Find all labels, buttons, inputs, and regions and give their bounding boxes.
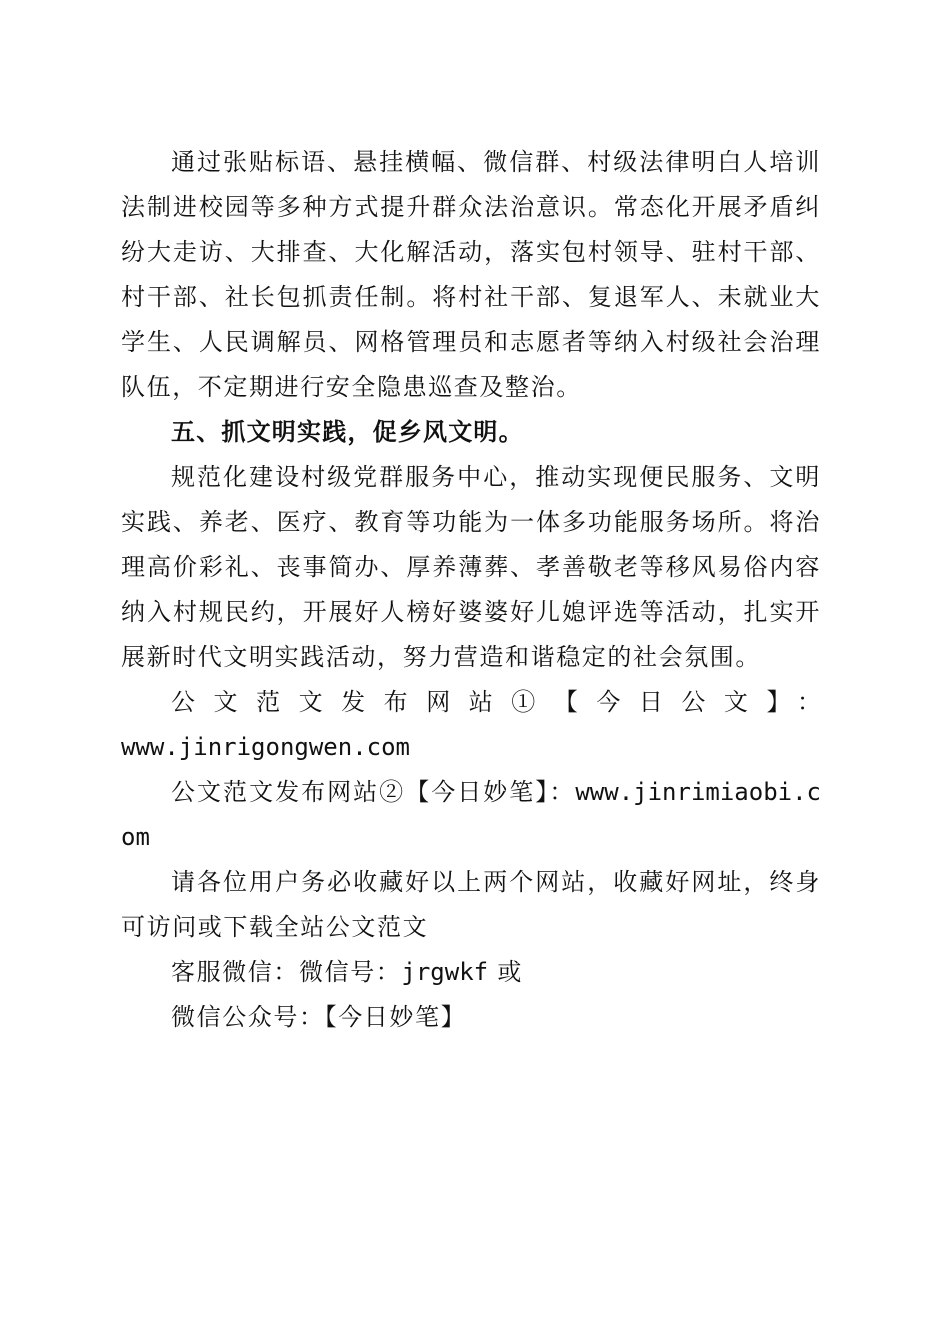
paragraph-legal-awareness: 通过张贴标语、悬挂横幅、微信群、村级法律明白人培训法制进校园等多种方式提升群众法治意识。常态化开展矛盾纠纷大走访、大排查、大化解活动，落实包村领导、驻村干部、村干部、社长包抓责任制。将村社干部、复退军人、未就业大学生、人民调解员、网格管理员和志愿者等纳入村级社会治理队伍，不定期进行安全隐患巡查及整治。 — [121, 148, 821, 401]
section-heading-5: 五、抓文明实践，促乡风文明。 — [171, 418, 524, 446]
bookmark-notice: 请各位用户务必收藏好以上两个网站，收藏好网址，终身可访问或下载全站公文范文 — [121, 868, 821, 941]
service-label: 客服微信：微信号： — [171, 958, 402, 986]
site1-url[interactable]: www.jinrigongwen.com — [121, 733, 410, 761]
service-or: 或 — [488, 958, 523, 986]
document-page — [121, 140, 821, 1040]
site2-line — [121, 770, 821, 860]
service-wechat-line — [121, 950, 821, 995]
wechat-account-line: 微信公众号：【今日妙笔】 — [171, 1003, 467, 1031]
service-wechat-id: jrgwkf — [401, 958, 489, 986]
paragraph-civilization-practice: 规范化建设村级党群服务中心，推动实现便民服务、文明实践、养老、医疗、教育等功能为一体多功能服务场所。将治理高价彩礼、丧事简办、厚养薄葬、孝善敬老等移风易俗内容纳入村规民约，开展好人榜好婆婆好儿媳评选等活动，扎实开展新时代文明实践活动，努力营造和谐稳定的社会氛围。 — [121, 463, 821, 671]
site2-label: 公文范文发布网站②【今日妙笔】： — [171, 778, 576, 806]
site2-url[interactable]: www.jinrimiaobi.com — [121, 778, 821, 851]
site1-label: 公文范文发布网站①【今日公文】： — [171, 688, 821, 716]
